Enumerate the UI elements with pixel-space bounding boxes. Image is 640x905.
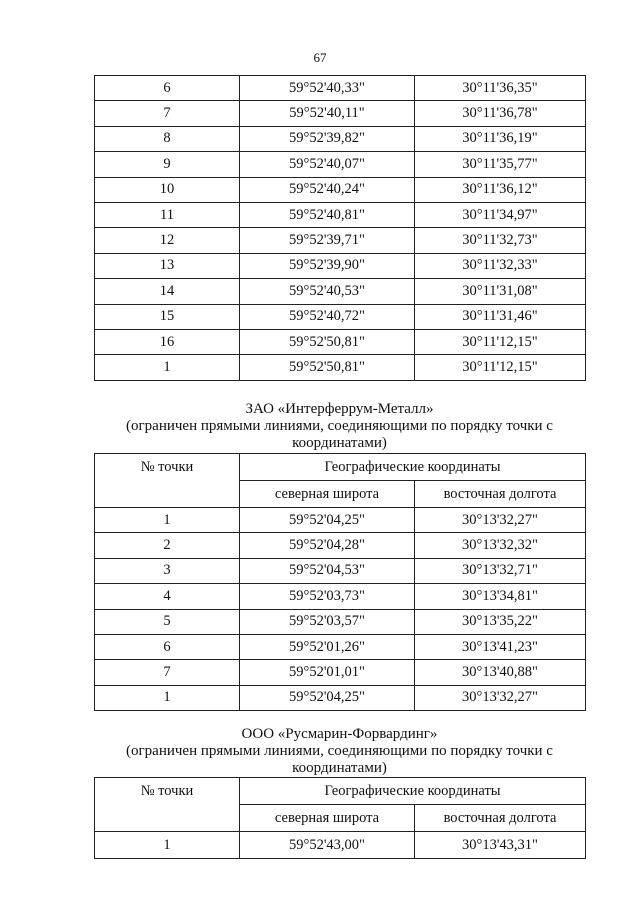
point-number-cell: 6 [95,76,240,101]
table-row [95,202,586,227]
table-body [95,832,586,859]
longitude-cell: 30°13'35,22" [415,609,586,634]
table-row [95,152,586,177]
org-subtitle-line2: координатами) [292,435,387,451]
table-row [95,355,586,380]
table-row [95,228,586,253]
longitude-cell: 30°13'32,32" [415,533,586,558]
latitude-cell: 59°52'40,81" [240,202,415,227]
point-number-cell: 1 [95,355,240,380]
longitude-cell: 30°11'36,78" [415,101,586,126]
longitude-cell: 30°11'36,19" [415,126,586,151]
table-row [95,660,586,685]
longitude-cell: 30°11'12,15" [415,355,586,380]
header-east-longitude: восточная долгота [415,481,586,508]
point-number-cell: 1 [95,508,240,533]
table-row [95,508,586,533]
header-north-latitude: северная широта [240,481,415,508]
point-number-cell: 15 [95,304,240,329]
table-row [95,177,586,202]
point-number-cell: 2 [95,533,240,558]
latitude-cell: 59°52'04,25" [240,685,415,710]
latitude-cell: 59°52'01,01" [240,660,415,685]
header-point-number: № точки [95,454,240,508]
longitude-cell: 30°11'35,77" [415,152,586,177]
latitude-cell: 59°52'04,28" [240,533,415,558]
longitude-cell: 30°11'31,46" [415,304,586,329]
table-row [95,101,586,126]
header-geo-coordinates: Географические координаты [240,778,586,805]
longitude-cell: 30°11'32,33" [415,253,586,278]
longitude-cell: 30°11'36,12" [415,177,586,202]
longitude-cell: 30°13'32,71" [415,558,586,583]
point-number-cell: 8 [95,126,240,151]
table-row [95,279,586,304]
point-number-cell: 11 [95,202,240,227]
latitude-cell: 59°52'39,82" [240,126,415,151]
latitude-cell: 59°52'04,25" [240,508,415,533]
longitude-cell: 30°13'43,31" [415,832,586,859]
point-number-cell: 13 [95,253,240,278]
latitude-cell: 59°52'40,07" [240,152,415,177]
coordinates-table-continued [94,75,586,381]
point-number-cell: 16 [95,329,240,354]
longitude-cell: 30°11'31,08" [415,279,586,304]
latitude-cell: 59°52'43,00" [240,832,415,859]
table-row [95,329,586,354]
header-point-number: № точки [95,778,240,832]
latitude-cell: 59°52'39,71" [240,228,415,253]
table-row [95,634,586,659]
latitude-cell: 59°52'40,53" [240,279,415,304]
point-number-cell: 1 [95,832,240,859]
point-number-cell: 5 [95,609,240,634]
latitude-cell: 59°52'03,73" [240,584,415,609]
longitude-cell: 30°13'34,81" [415,584,586,609]
latitude-cell: 59°52'50,81" [240,329,415,354]
table-header [95,778,586,832]
page-number: 67 [313,50,327,65]
latitude-cell: 59°52'50,81" [240,355,415,380]
point-number-cell: 7 [95,101,240,126]
table-body [95,508,586,711]
longitude-cell: 30°13'41,23" [415,634,586,659]
org-title: ЗАО «Интерферрум-Металл» [245,401,434,417]
latitude-cell: 59°52'40,72" [240,304,415,329]
org-block-interferrum [94,401,585,452]
org-block-rusmarin [94,726,585,777]
table-row [95,685,586,710]
org-subtitle-line1: (ограничен прямыми линиями, соединяющими по порядку точки с [126,743,553,759]
longitude-cell: 30°13'32,27" [415,685,586,710]
point-number-cell: 9 [95,152,240,177]
table-body [95,76,586,381]
latitude-cell: 59°52'01,26" [240,634,415,659]
latitude-cell: 59°52'40,33" [240,76,415,101]
longitude-cell: 30°13'40,88" [415,660,586,685]
point-number-cell: 12 [95,228,240,253]
org-title: ООО «Русмарин-Форвардинг» [241,726,438,742]
point-number-cell: 6 [95,634,240,659]
longitude-cell: 30°11'36,35" [415,76,586,101]
table-row [95,832,586,859]
table-row [95,304,586,329]
table-row [95,558,586,583]
point-number-cell: 3 [95,558,240,583]
longitude-cell: 30°11'12,15" [415,329,586,354]
header-geo-coordinates: Географические координаты [240,454,586,481]
coordinates-table-rusmarin [94,777,586,859]
table-header [95,454,586,508]
latitude-cell: 59°52'39,90" [240,253,415,278]
table-row [95,76,586,101]
table-row [95,533,586,558]
longitude-cell: 30°13'32,27" [415,508,586,533]
table-row [95,584,586,609]
point-number-cell: 10 [95,177,240,202]
table-row [95,126,586,151]
table-row [95,609,586,634]
longitude-cell: 30°11'34,97" [415,202,586,227]
latitude-cell: 59°52'04,53" [240,558,415,583]
header-east-longitude: восточная долгота [415,805,586,832]
header-north-latitude: северная широта [240,805,415,832]
org-subtitle-line2: координатами) [292,760,387,776]
point-number-cell: 7 [95,660,240,685]
latitude-cell: 59°52'40,24" [240,177,415,202]
org-subtitle-line1: (ограничен прямыми линиями, соединяющими по порядку точки с [126,418,553,434]
longitude-cell: 30°11'32,73" [415,228,586,253]
table-row [95,253,586,278]
point-number-cell: 14 [95,279,240,304]
coordinates-table-interferrum [94,453,586,711]
point-number-cell: 4 [95,584,240,609]
latitude-cell: 59°52'03,57" [240,609,415,634]
latitude-cell: 59°52'40,11" [240,101,415,126]
point-number-cell: 1 [95,685,240,710]
